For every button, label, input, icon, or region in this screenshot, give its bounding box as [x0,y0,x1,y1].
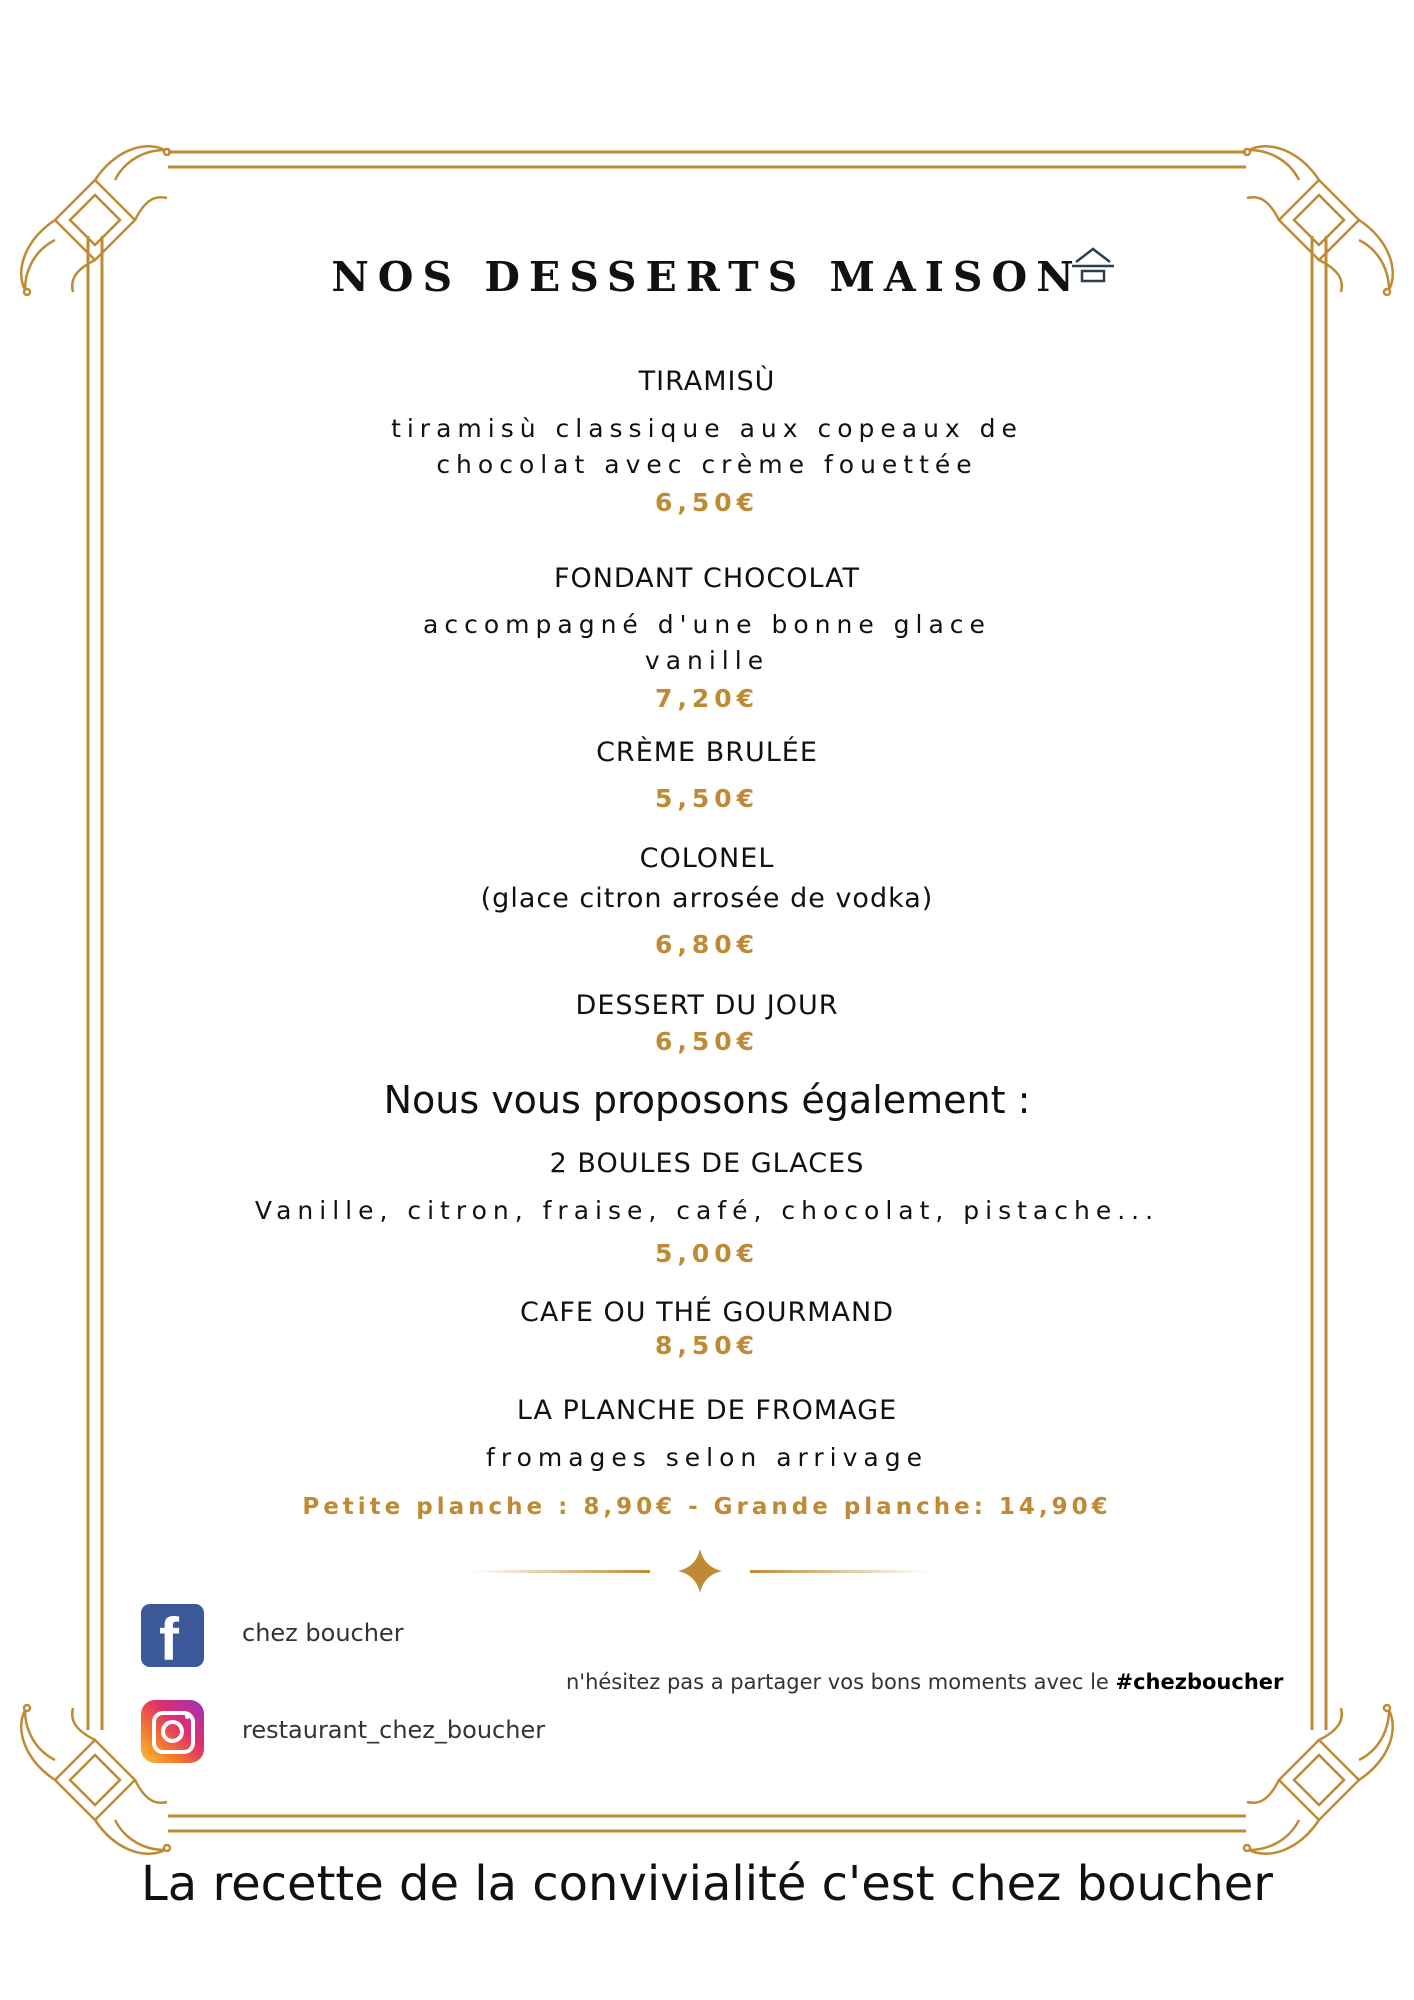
item-price-cafe-gourmand: 8,50€ [654,1331,760,1360]
item-price-planche-fromage: Petite planche : 8,90€ - Grande planche: 14,90€ [302,1494,1112,1520]
instagram-icon[interactable] [141,1700,204,1763]
item-desc-tiramisu-line2: chocolat avec crème fouettée [436,450,978,479]
item-desc-glaces: Vanille, citron, fraise, café, chocolat, pistache... [254,1196,1160,1225]
item-name-planche-fromage: LA PLANCHE DE FROMAGE [516,1395,898,1426]
item-desc-fondant-line1: accompagné d'une bonne glace [423,610,991,639]
item-name-cafe-gourmand: CAFE OU THÉ GOURMAND [520,1297,894,1328]
item-price-tiramisu: 6,50€ [654,488,760,517]
page-title: NOS DESSERTS MAISON [331,253,1083,301]
hashtag[interactable]: #chezboucher [1115,1670,1284,1694]
tagline: La recette de la convivialité c'est chez boucher [141,1856,1273,1912]
item-price-fondant: 7,20€ [654,684,760,713]
facebook-handle[interactable]: chez boucher [242,1619,404,1647]
item-name-fondant: FONDANT CHOCOLAT [553,563,861,594]
instagram-handle[interactable]: restaurant_chez_boucher [242,1716,546,1744]
item-price-dessert-du-jour: 6,50€ [654,1027,760,1056]
item-price-glaces: 5,00€ [654,1239,760,1268]
item-desc-tiramisu-line1: tiramisù classique aux copeaux de [391,414,1023,443]
share-text: n'hésitez pas a partager vos bons moments avec le [566,1670,1116,1694]
also-heading: Nous vous proposons également : [383,1078,1031,1122]
item-price-colonel: 6,80€ [654,930,760,959]
item-name-tiramisu: TIRAMISÙ [638,366,776,397]
item-name-glaces: 2 BOULES DE GLACES [549,1148,865,1179]
item-name-creme-brulee: CRÈME BRULÉE [596,737,818,768]
item-desc-planche-fromage: fromages selon arrivage [486,1443,928,1472]
item-desc-colonel: (glace citron arrosée de vodka) [480,883,934,914]
sparkle-icon [678,1549,722,1593]
share-message [566,1670,1283,1694]
divider [470,1546,950,1596]
facebook-icon[interactable]: f [141,1604,204,1667]
item-name-colonel: COLONEL [639,843,775,874]
item-desc-fondant-line2: vanille [644,646,770,675]
house-icon [1070,246,1116,284]
item-name-dessert-du-jour: DESSERT DU JOUR [575,990,839,1021]
item-price-creme-brulee: 5,50€ [654,784,760,813]
